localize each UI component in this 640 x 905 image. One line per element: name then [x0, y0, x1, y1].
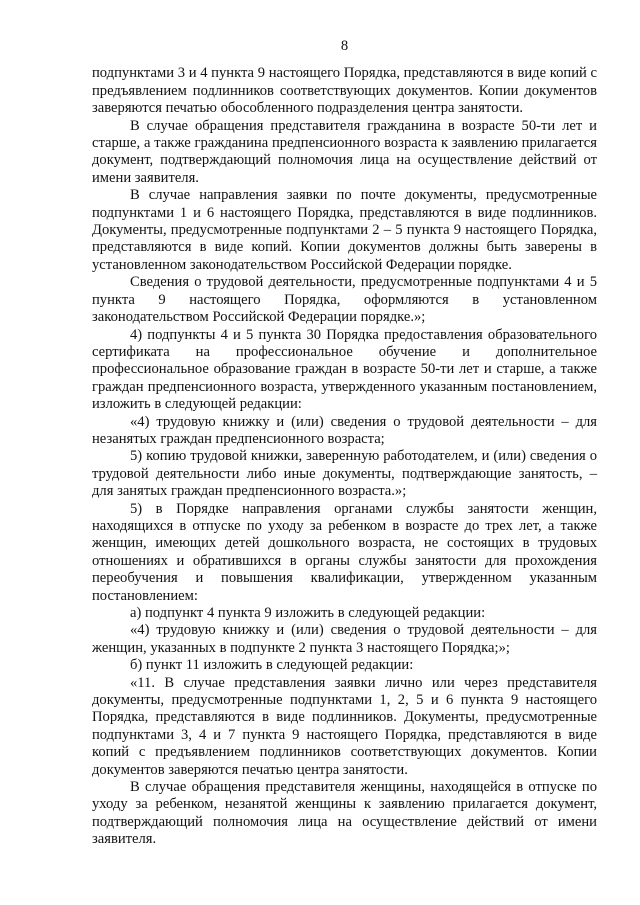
paragraph: В случае направления заявки по почте документы, предусмотренные подпунктами 1 и 6 настоящего Порядка, представляются в виде подлинников. Документы, предусмотренные подпунктами 2 – 5 пункта 9 настоящего Порядка, представляются в виде копий. Копии документов должны быть заверены в установленном законодательством Российской Федерации порядке. [92, 187, 597, 273]
document-body [92, 65, 597, 848]
paragraph: В случае обращения представителя гражданина в возрасте 50-ти лет и старше, а также гражданина предпенсионного возраста к заявлению прилагается документ, подтверждающий полномочия лица на осуществление действий от имени заявителя. [92, 117, 597, 186]
paragraph: 4) подпункты 4 и 5 пункта 30 Порядка предоставления образовательного сертификата на профессиональное обучение и дополнительное профессиональное образование граждан в возрасте 50-ти лет и старше, а также граждан предпенсионного возраста, утвержденного указанным постановлением, изложить в следующей редакции: [92, 326, 597, 413]
paragraph: В случае обращения представителя женщины, находящейся в отпуске по уходу за ребенком, незанятой женщины к заявлению прилагается документ, подтверждающий полномочия лица на осуществление действий от имени заявителя. [92, 779, 597, 848]
paragraph: 5) копию трудовой книжки, заверенную работодателем, и (или) сведения о трудовой деятельности либо иные документы, подтверждающие занятость, – для занятых граждан предпенсионного возраста.»; [92, 448, 597, 500]
paragraph: а) подпункт 4 пункта 9 изложить в следующей редакции: [130, 605, 486, 621]
page-number: 8 [340, 38, 349, 54]
paragraph: б) пункт 11 изложить в следующей редакции: [130, 657, 414, 674]
paragraph: «11. В случае представления заявки лично или через представителя документы, предусмотренные подпунктами 1, 2, 5 и 6 пункта 9 настоящего Порядка, представляются в виде подлинников. Документы, предусмотренные подпунктами 3, 4 и 7 пункта 9 настоящего Порядка, представляются в виде копий с предъявлением подлинников соответствующих документов. Копии документов заверяются печатью центра занятости. [92, 674, 597, 778]
paragraph: подпунктами 3 и 4 пункта 9 настоящего Порядка, представляются в виде копий с предъявлением подлинников соответствующих документов. Копии документов заверяются печатью обособленного подразделения центра занятости. [92, 65, 597, 117]
paragraph: 5) в Порядке направления органами службы занятости женщин, находящихся в отпуске по уходу за ребенком в возрасте до трех лет, а также женщин, имеющих детей дошкольного возраста, не состоящих в трудовых отношениях и обратившихся в органы службы занятости для прохождения переобучения и повышения квалификации, утвержденном указанным постановлением: [92, 500, 597, 604]
document-page [92, 38, 597, 849]
paragraph: «4) трудовую книжку и (или) сведения о трудовой деятельности – для женщин, указанных в подпункте 2 пункта 3 настоящего Порядка;»; [92, 622, 597, 656]
paragraph: Сведения о трудовой деятельности, предусмотренные подпунктами 4 и 5 пункта 9 настоящего Порядка, оформляются в установленном законодательством Российской Федерации порядке.»; [92, 274, 597, 326]
paragraph: «4) трудовую книжку и (или) сведения о трудовой деятельности – для незанятых граждан предпенсионного возраста; [92, 413, 597, 447]
